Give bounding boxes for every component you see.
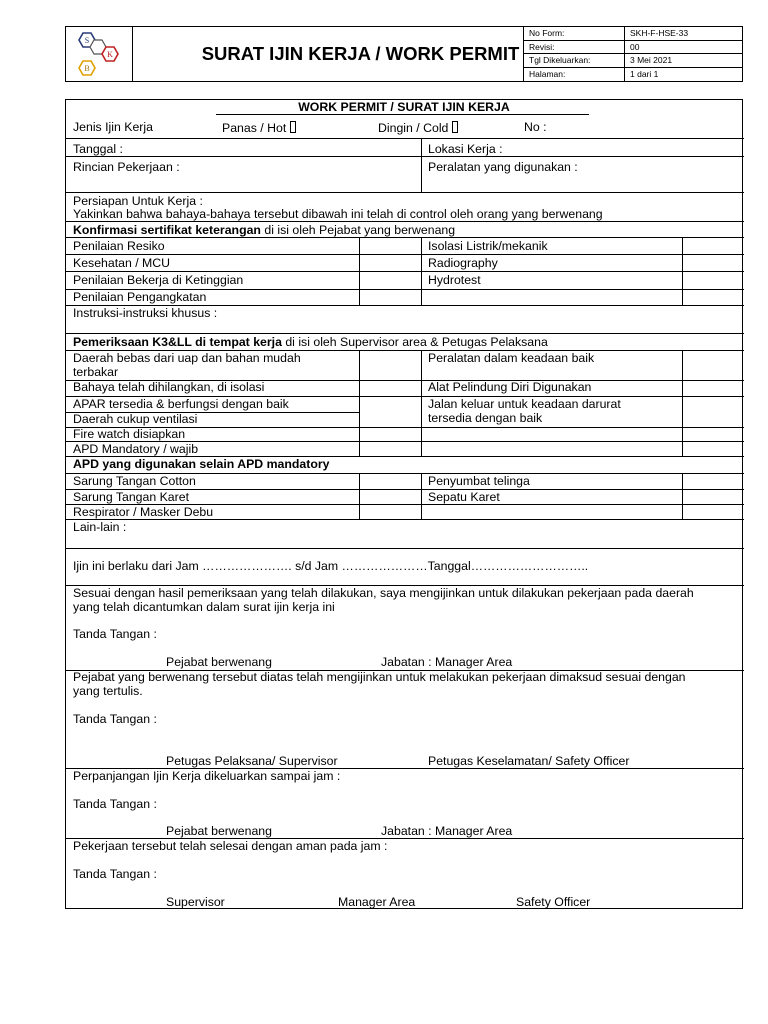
- signer-petugas-pelaksana: Petugas Pelaksana/ Supervisor: [166, 754, 338, 768]
- sert-item-pengangkatan: Penilaian Pengangkatan: [73, 290, 207, 304]
- jenis-ijin-label: Jenis Ijin Kerja: [73, 120, 153, 134]
- konfirmasi-heading: [73, 223, 455, 237]
- apd-item-sepatu: Sepatu Karet: [428, 490, 500, 504]
- cek-item-ventilasi: Daerah cukup ventilasi: [73, 412, 198, 426]
- company-logo: [66, 27, 133, 81]
- signer-pejabat-1: Pejabat berwenang: [166, 655, 272, 669]
- meta-label: Halaman:: [529, 68, 566, 79]
- signer-manager-area: Manager Area: [338, 895, 416, 909]
- instruksi-field[interactable]: Instruksi-instruksi khusus :: [73, 306, 218, 320]
- signer-manager-2: Jabatan : Manager Area: [381, 824, 513, 838]
- sert-item-isolasi: Isolasi Listrik/mekanik: [428, 239, 548, 253]
- berlaku-field[interactable]: Ijin ini berlaku dari Jam …………………. s/d Jam …………………Tanggal………………………..: [73, 559, 589, 573]
- cek-item-fire-watch: Fire watch disiapkan: [73, 427, 186, 441]
- form-header: [65, 26, 743, 82]
- cek-item-apd-mandatory: APD Mandatory / wajib: [73, 442, 199, 456]
- sert-item-hydrotest: Hydrotest: [428, 273, 481, 287]
- pemeriksaan-heading: [73, 335, 548, 349]
- cek-item-daerah-bebas: Daerah bebas dari uap dan bahan mudah: [73, 351, 301, 365]
- rincian-field[interactable]: Rincian Pekerjaan :: [73, 160, 180, 174]
- apd-heading: APD yang digunakan selain APD mandatory: [73, 457, 330, 471]
- meta-label: No Form:: [529, 28, 565, 38]
- pemeriksaan-bold: Pemeriksaan K3&LL di tempat kerja: [73, 335, 282, 349]
- tanda-tangan-1[interactable]: Tanda Tangan :: [73, 627, 157, 641]
- form-meta-table: [523, 27, 743, 81]
- cek-item-peralatan-baik: Peralatan dalam keadaan baik: [428, 351, 595, 365]
- cek-item-bahaya: Bahaya telah dihilangkan, di isolasi: [73, 380, 265, 394]
- lain-lain-field[interactable]: Lain-lain :: [73, 520, 127, 534]
- signer-supervisor: Supervisor: [166, 895, 225, 909]
- apd-item-karet: Sarung Tangan Karet: [73, 490, 189, 504]
- signer-manager-1: Jabatan : Manager Area: [381, 655, 513, 669]
- option-hot[interactable]: [222, 121, 296, 135]
- lokasi-field[interactable]: Lokasi Kerja :: [428, 142, 503, 156]
- apd-item-penyumbat: Penyumbat telinga: [428, 474, 530, 488]
- apd-item-respirator: Respirator / Masker Debu: [73, 505, 214, 519]
- signer-pejabat-2: Pejabat berwenang: [166, 824, 272, 838]
- apd-item-cotton: Sarung Tangan Cotton: [73, 474, 196, 488]
- signer-petugas-keselamatan: Petugas Keselamatan/ Safety Officer: [428, 754, 630, 768]
- meta-label: Revisi:: [529, 41, 555, 52]
- meta-value: 3 Mei 2021: [630, 55, 673, 65]
- selesai-text: Pekerjaan tersebut telah selesai dengan aman pada jam :: [73, 839, 388, 853]
- signer-safety-officer: Safety Officer: [516, 895, 591, 909]
- meta-value: SKH-F-HSE-33: [630, 28, 689, 38]
- persiapan-note: Yakinkan bahwa bahaya-bahaya tersebut dibawah ini telah di control oleh orang yang berwenang: [73, 207, 603, 221]
- work-permit-form: [65, 99, 743, 909]
- meta-value: 1 dari 1: [630, 68, 659, 79]
- form-title: WORK PERMIT / SURAT IJIN KERJA: [298, 100, 510, 114]
- meta-row-no-form: [524, 27, 743, 41]
- cek-item-apar: APAR tersedia & berfungsi dengan baik: [73, 397, 289, 411]
- cek-item-jalan-keluar-cont: tersedia dengan baik: [428, 411, 543, 425]
- perpanjangan-text: Perpanjangan Ijin Kerja dikeluarkan sampai jam :: [73, 769, 341, 783]
- cek-item-jalan-keluar: Jalan keluar untuk keadaan darurat: [428, 397, 621, 411]
- logo-letter-k: K: [107, 50, 113, 59]
- option-hot-label: Panas / Hot: [222, 121, 287, 135]
- sert-item-radiography: Radiography: [428, 256, 498, 270]
- meta-label: Tgl Dikeluarkan:: [529, 55, 591, 65]
- sesuai-text-2: yang telah dicantumkan dalam surat ijin kerja ini: [73, 600, 335, 614]
- sert-item-ketinggian: Penilaian Bekerja di Ketinggian: [73, 273, 244, 287]
- logo-letter-b: B: [84, 64, 90, 73]
- no-label: No :: [524, 120, 547, 134]
- checkbox-icon: [290, 121, 296, 133]
- cek-item-daerah-bebas-cont: terbakar: [73, 365, 119, 379]
- document-title: SURAT IJIN KERJA / WORK PERMIT: [201, 43, 520, 64]
- tanda-tangan-4[interactable]: Tanda Tangan :: [73, 867, 157, 881]
- sert-item-resiko: Penilaian Resiko: [73, 239, 165, 253]
- tanggal-field[interactable]: Tanggal :: [73, 142, 123, 156]
- logo-letter-s: S: [84, 36, 90, 45]
- meta-row-tgl: [524, 54, 743, 68]
- tanda-tangan-3[interactable]: Tanda Tangan :: [73, 797, 157, 811]
- hexagon-logo-icon: [66, 27, 132, 81]
- pejabat-text-1: Pejabat yang berwenang tersebut diatas telah mengijinkan untuk melakukan pekerjaan dimaksud sesuai dengan: [73, 670, 686, 684]
- meta-row-halaman: [524, 68, 743, 82]
- persiapan-heading: Persiapan Untuk Kerja :: [73, 194, 203, 208]
- konfirmasi-rest: di isi oleh Pejabat yang berwenang: [260, 223, 456, 237]
- sesuai-text-1: Sesuai dengan hasil pemeriksaan yang telah dilakukan, saya mengijinkan untuk dilakukan pekerjaan pada daerah: [73, 586, 694, 600]
- meta-row-revisi: [524, 41, 743, 55]
- tanda-tangan-2[interactable]: Tanda Tangan :: [73, 712, 157, 726]
- option-cold[interactable]: [378, 121, 458, 135]
- peralatan-field[interactable]: Peralatan yang digunakan :: [428, 160, 578, 174]
- konfirmasi-bold: Konfirmasi sertifikat keterangan: [73, 223, 261, 237]
- pemeriksaan-rest: di isi oleh Supervisor area & Petugas Pelaksana: [281, 335, 548, 349]
- checkbox-icon: [452, 121, 458, 133]
- meta-value: 00: [630, 41, 640, 52]
- sert-item-mcu: Kesehatan / MCU: [73, 256, 171, 270]
- option-cold-label: Dingin / Cold: [378, 121, 449, 135]
- pejabat-text-2: yang tertulis.: [73, 684, 143, 698]
- cek-item-apd-digunakan: Alat Pelindung Diri Digunakan: [428, 380, 592, 394]
